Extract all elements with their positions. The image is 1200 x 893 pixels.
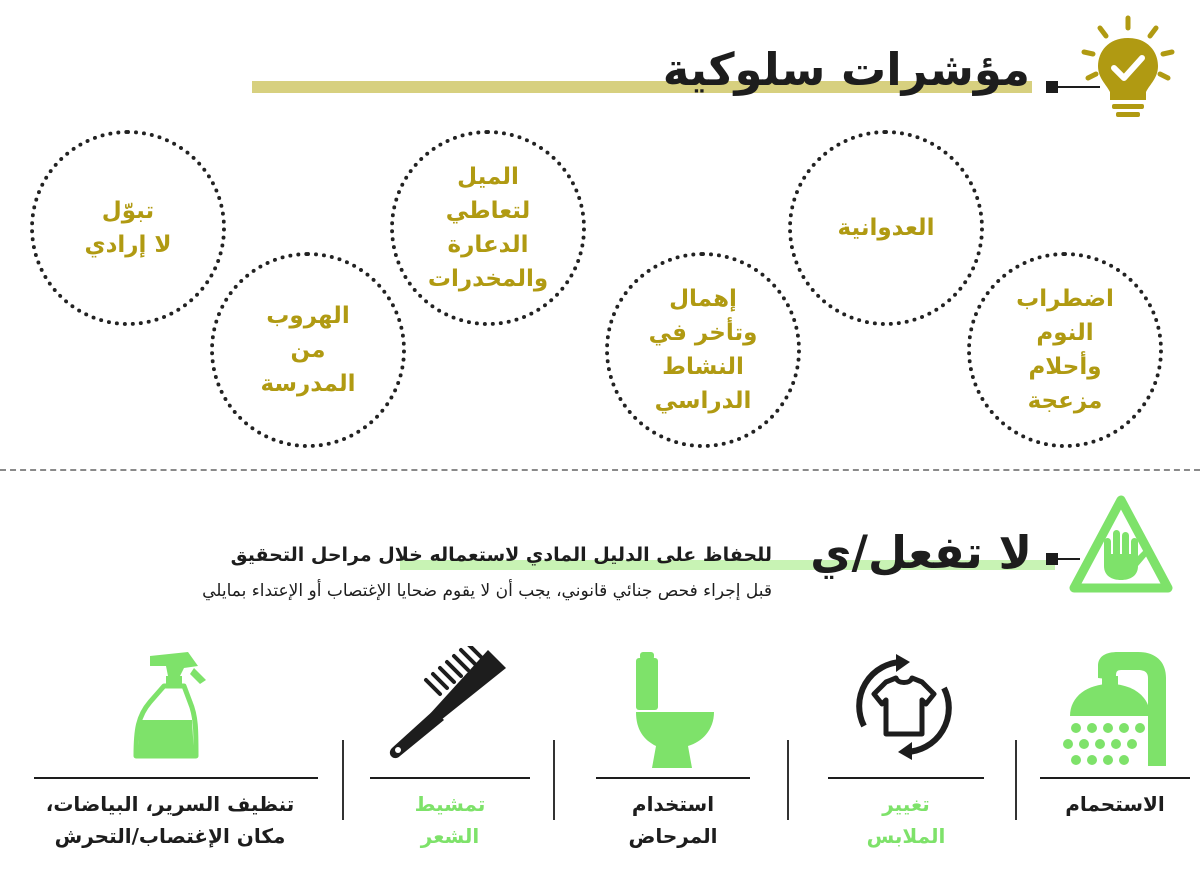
indicator-text: الميل لتعاطي الدعارة والمخدرات <box>427 164 549 292</box>
indicator-text: العدوانية <box>837 215 935 241</box>
item-divider <box>787 740 789 820</box>
item-underline <box>370 777 530 779</box>
comb-icon <box>384 646 510 762</box>
section-note: قبل إجراء فحص جنائي قانوني، يجب أن لا يقوم ضحايا الإغتصاب أو الإعتداء بمايلي <box>202 581 772 601</box>
bullet-square <box>1046 553 1058 565</box>
item-label-change-clothes: تغيير الملابس <box>866 792 946 848</box>
section-title-behavioral-indicators: مؤشرات سلوكية <box>662 43 1030 96</box>
bullet-square <box>1046 81 1058 93</box>
warning-hand-icon <box>1068 492 1174 600</box>
section-divider <box>0 469 1200 471</box>
indicator-text: إهمال وتأخر في النشاط الدراسي <box>648 286 758 414</box>
item-label-toilet: استخدام المرحاض <box>628 792 718 848</box>
indicator-circle-school-neglect <box>605 252 801 448</box>
item-divider <box>553 740 555 820</box>
item-underline <box>596 777 750 779</box>
item-label-comb: تمشيط الشعر <box>414 792 486 848</box>
lightbulb-check-icon <box>1078 14 1178 124</box>
section-subtitle: للحفاظ على الدليل المادي لاستعماله خلال مراحل التحقيق <box>230 544 772 566</box>
indicator-circle-bedwetting <box>30 130 226 326</box>
item-underline <box>1040 777 1190 779</box>
item-underline <box>34 777 318 779</box>
indicator-text: تبوّل لا إرادي <box>84 198 172 258</box>
item-underline <box>828 777 984 779</box>
indicator-circle-drugs <box>390 130 586 326</box>
change-clothes-icon <box>842 648 966 766</box>
item-divider <box>342 740 344 820</box>
indicator-circle-aggression <box>788 130 984 326</box>
item-divider <box>1015 740 1017 820</box>
section-title-dont: لا تفعل/ي <box>810 526 1032 579</box>
indicator-circle-running-away <box>210 252 406 448</box>
item-label-clean-bed: تنظيف السرير، البياضات، مكان الإغتصاب/التحرش <box>45 792 295 848</box>
shower-icon <box>1058 648 1173 768</box>
indicator-circle-sleep <box>967 252 1163 448</box>
item-label-shower: الاستحمام <box>1065 792 1165 816</box>
indicator-text: اضطراب النوم وأحلام مزعجة <box>1016 286 1114 414</box>
indicator-text: الهروب من المدرسة <box>260 303 356 397</box>
spray-bottle-icon <box>128 646 218 762</box>
toilet-icon <box>630 650 720 770</box>
